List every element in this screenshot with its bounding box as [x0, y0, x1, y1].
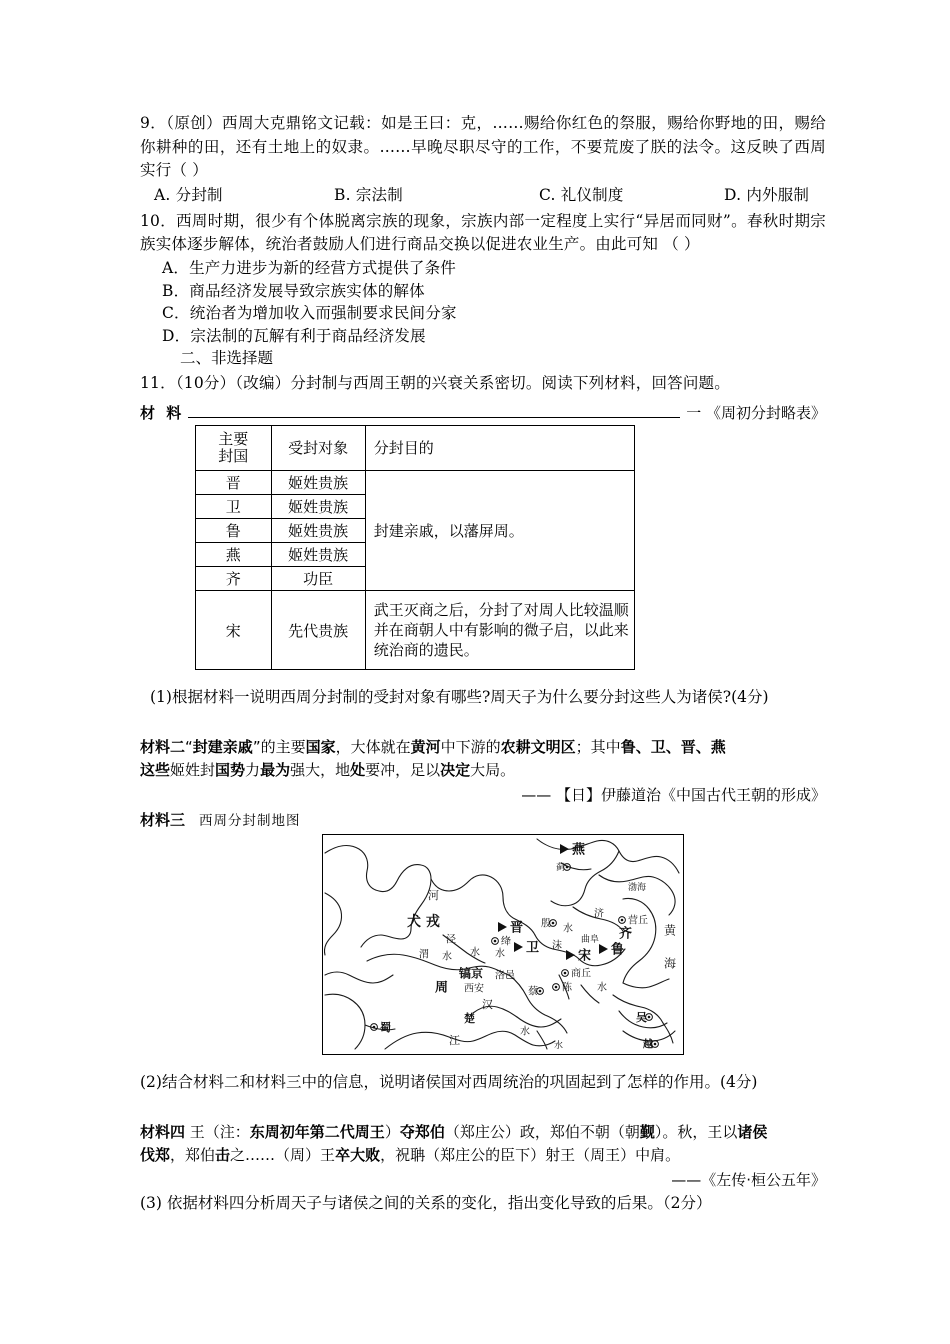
material-4-line-1: 材料四 王（注：东周初年第二代周王）夺郑伯（郑庄公）政，郑伯不朝（朝觐）。秋，王以诸侯 [140, 1122, 768, 1141]
map-label: 卫 [526, 940, 540, 956]
material-2 [140, 736, 826, 783]
map-label: 殷 [541, 918, 551, 930]
cell-state: 宋 [196, 591, 272, 670]
material-1-source: 一 《周初分封略表》 [686, 404, 826, 423]
map-city-dot [564, 972, 567, 975]
map-label: 渤海 [628, 883, 647, 894]
map-label: 犬 戎 [407, 914, 440, 931]
material-1-table-wrapper [140, 425, 826, 670]
question-9-option-a[interactable]: A. 分封制 [154, 185, 223, 204]
cell-purpose: 武王灭商之后，分封了对周人比较温顺并在商朝人中有影响的微子启，以此来统治商的遗民。 [365, 591, 634, 670]
sub-question-1: (1)根据材料一说明西周分封制的受封对象有哪些?周天子为什么要分封这些人为诸侯?(4分) [150, 688, 769, 707]
western-zhou-fengjian-map [322, 834, 684, 1055]
cell-state: 卫 [196, 495, 272, 519]
question-10-stem: 10．西周时期，很少有个体脱离宗族的现象，宗族内部一定程度上实行“异居而同财”。春秋时期宗族实体逐步解体，统治者鼓励人们进行商品交换以促进农业生产。由此可知 （ ） [140, 211, 826, 254]
question-10-option-a[interactable]: A．生产力进步为新的经营方式提供了条件 [162, 258, 456, 277]
sub-question-3: (3) 依据材料四分析周天子与诸侯之间的关系的变化，指出变化导致的后果。（2分） [140, 1194, 712, 1213]
map-label: 水 [597, 982, 607, 994]
material-2-source: —— 【日】伊藤道治《中国古代王朝的形成》 [521, 786, 826, 805]
material-1-label: 材 料 [140, 404, 185, 423]
map-svg [323, 835, 683, 1054]
map-city-dot [648, 1016, 651, 1019]
material-4-source: ——《左传·桓公五年》 [671, 1171, 826, 1190]
heading-rule [188, 417, 680, 418]
material-2-line-1: 材料二“封建亲戚”的主要国家，大体就在黄河中下游的农耕文明区；其中鲁、卫、晋、燕 [140, 737, 726, 756]
map-label: 陈 [562, 982, 572, 994]
map-label: 水 [520, 1026, 530, 1038]
question-10-option-b[interactable]: B．商品经济发展导致宗族实体的解体 [162, 281, 425, 300]
map-label: 晋 [510, 920, 524, 936]
map-label: 营丘 [628, 915, 648, 927]
map-city-dot [555, 986, 558, 989]
map-city-dot [552, 922, 555, 925]
map-label: 泾 [446, 934, 456, 946]
cell-object: 先代贵族 [271, 591, 365, 670]
map-label: 曲阜 [581, 935, 600, 946]
material-1-heading [140, 401, 826, 423]
map-city-dot [539, 990, 542, 993]
map-label: 周 [435, 980, 449, 996]
header-cell-object: 受封对象 [271, 426, 365, 471]
map-label: 蓟 [556, 863, 566, 874]
cell-object: 姬姓贵族 [271, 471, 365, 495]
map-city-dot [566, 866, 569, 869]
map-label: 海 [664, 956, 677, 971]
map-label: 楚 [464, 1012, 475, 1026]
map-label: 蔡 [528, 986, 538, 998]
section-two-heading: 二、非选择题 [180, 349, 274, 368]
question-11-stem: 11．（10分）（改编）分封制与西周王朝的兴衰关系密切。阅读下列材料，回答问题。 [140, 373, 730, 392]
material-3-title: 西周分封制地图 [199, 813, 301, 830]
cell-object: 姬姓贵族 [271, 519, 365, 543]
table-header-row [196, 426, 635, 471]
table-row [196, 471, 635, 495]
map-label: 水 [470, 947, 480, 959]
map-label: 齐 [619, 926, 633, 942]
header-state-line2: 封国 [218, 447, 249, 466]
map-label: 水 [495, 948, 505, 960]
material-3-heading [140, 809, 826, 830]
material-4 [140, 1121, 826, 1168]
material-3-label: 材料三 [140, 811, 186, 830]
map-label: 水 [563, 923, 573, 935]
question-10-option-d[interactable]: D．宗法制的瓦解有利于商品经济发展 [162, 326, 426, 345]
map-label: 水 [442, 951, 452, 963]
map-label: 越 [643, 1039, 653, 1051]
map-label: 水 [554, 1041, 564, 1052]
map-city-dot [494, 940, 497, 943]
cell-state: 齐 [196, 567, 272, 591]
table-row [196, 591, 635, 670]
map-label: 洛邑 [495, 970, 515, 982]
map-label: 西安 [464, 983, 484, 995]
cell-object: 功臣 [271, 567, 365, 591]
map-city-dot [654, 1043, 657, 1046]
cell-state: 鲁 [196, 519, 272, 543]
cell-object: 姬姓贵族 [271, 543, 365, 567]
question-10-option-c[interactable]: C．统治者为增加收入而强制要求民间分家 [162, 304, 457, 323]
map-label: 沫 [552, 940, 562, 952]
map-city-dot [621, 919, 624, 922]
map-label: 济 [594, 908, 604, 920]
map-label: 宋 [578, 948, 592, 964]
question-10-options [140, 257, 826, 348]
question-10 [140, 210, 826, 348]
map-label: 镐京 [459, 966, 484, 981]
cell-state: 燕 [196, 543, 272, 567]
question-9-option-d[interactable]: D. 内外服制 [724, 185, 810, 204]
map-label: 商丘 [571, 968, 591, 980]
map-city-dot [373, 1026, 376, 1029]
material-4-line-2: 伐郑，郑伯击之……（周）王卒大败，祝聃（郑庄公的臣下）射王（周王）中肩。 [140, 1145, 681, 1164]
cell-object: 姬姓贵族 [271, 495, 365, 519]
map-label: 燕 [572, 842, 586, 858]
map-label: 鲁 [611, 942, 625, 958]
map-label: 河 [428, 889, 439, 903]
map-label: 黄 [664, 923, 677, 938]
header-cell-purpose: 分封目的 [365, 426, 634, 471]
cell-purpose-group: 封建亲戚，以藩屏周。 [365, 471, 634, 591]
header-cell-state [196, 426, 272, 471]
map-label: 汉 [482, 998, 493, 1012]
map-wrapper [140, 834, 826, 1055]
material-2-line-2: 这些姬姓封国势力最为强大，地处要冲，足以决定大局。 [140, 760, 516, 779]
map-label: 江 [449, 1034, 460, 1048]
map-label: 渭 [419, 949, 429, 961]
sub-question-2: (2)结合材料二和材料三中的信息，说明诸侯国对西周统治的巩固起到了怎样的作用。(4分) [140, 1073, 758, 1092]
document-content [140, 112, 826, 1216]
question-9 [140, 112, 826, 207]
question-9-option-b[interactable]: B. 宗法制 [334, 185, 403, 204]
question-9-options [140, 184, 826, 207]
map-label: 蜀 [380, 1021, 391, 1035]
header-state-line1: 主要 [218, 430, 249, 449]
map-label: 绛 [501, 936, 511, 948]
map-label: 吴 [636, 1011, 647, 1025]
fengjian-table [195, 425, 635, 670]
cell-state: 晋 [196, 471, 272, 495]
question-9-option-c[interactable]: C. 礼仪制度 [539, 185, 624, 204]
question-9-stem: 9．（原创）西周大克鼎铭文记载：如是王曰：克，……赐给你红色的祭服，赐给你野地的田，赐给你耕种的田，还有土地上的奴隶。……早晚尽职尽守的工作，不要荒废了朕的法令。这反映了西周实行（ ） [140, 114, 826, 180]
